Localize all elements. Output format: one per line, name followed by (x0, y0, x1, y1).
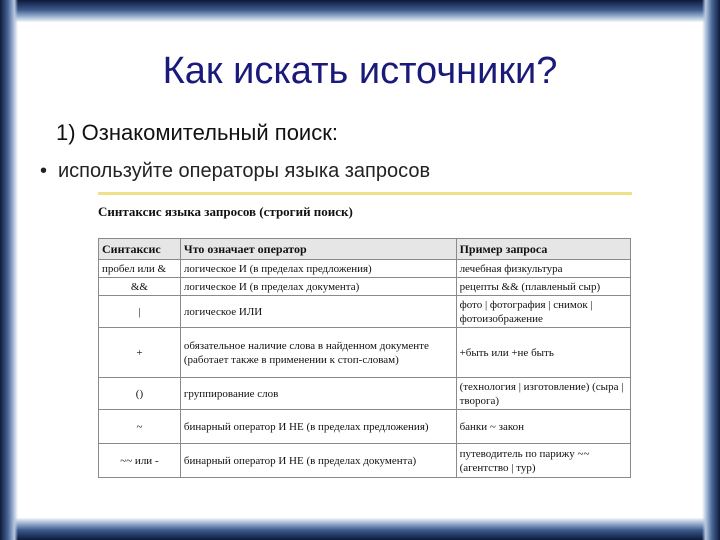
table-row (99, 296, 631, 328)
meaning-cell: группирование слов (180, 378, 456, 410)
table-row (99, 444, 631, 478)
slide-frame-bottom (0, 518, 720, 540)
example-cell: +быть или +не быть (456, 328, 630, 378)
table-row (99, 278, 631, 296)
column-header-meaning: Что означает оператор (180, 239, 456, 260)
bullet-icon: • (40, 160, 48, 182)
slide-title: Как искать источники? (162, 50, 558, 92)
meaning-cell: логическое ИЛИ (180, 296, 456, 328)
bullet-item (40, 160, 430, 183)
slide-subtitle: 1) Ознакомительный поиск: (56, 120, 338, 145)
syntax-cell: () (99, 378, 181, 410)
meaning-cell: бинарный оператор И НЕ (в пределах документа) (180, 444, 456, 478)
table-row (99, 410, 631, 444)
meaning-cell: бинарный оператор И НЕ (в пределах предложения) (180, 410, 456, 444)
syntax-cell: + (99, 328, 181, 378)
operators-table (98, 238, 631, 478)
meaning-cell: логическое И (в пределах предложения) (180, 260, 456, 278)
slide-frame-right (702, 0, 720, 540)
syntax-cell: ~ (99, 410, 181, 444)
example-cell: путеводитель по парижу ~~ (агентство | тур) (456, 444, 630, 478)
table-row (99, 328, 631, 378)
document-title: Синтаксис языка запросов (строгий поиск) (98, 204, 353, 219)
example-cell: лечебная физкультура (456, 260, 630, 278)
meaning-cell: обязательное наличие слова в найденном документе (работает также в применении к стоп-словам) (180, 328, 456, 378)
example-cell: (технология | изготовление) (сыра | творога) (456, 378, 630, 410)
example-cell: банки ~ закон (456, 410, 630, 444)
query-syntax-document (98, 192, 632, 514)
syntax-cell: ~~ или - (99, 444, 181, 478)
slide-frame-top (0, 0, 720, 22)
meaning-cell: логическое И (в пределах документа) (180, 278, 456, 296)
slide (18, 22, 702, 518)
syntax-cell: | (99, 296, 181, 328)
table-row (99, 260, 631, 278)
syntax-cell: пробел или & (99, 260, 181, 278)
example-cell: фото | фотография | снимок | фотоизображение (456, 296, 630, 328)
slide-frame-left (0, 0, 18, 540)
column-header-syntax: Синтаксис (99, 239, 181, 260)
bullet-text: используйте операторы языка запросов (58, 160, 431, 182)
table-row (99, 378, 631, 410)
example-cell: рецепты && (плавленый сыр) (456, 278, 630, 296)
syntax-cell: && (99, 278, 181, 296)
table-header-row (99, 239, 631, 260)
document-top-rule (98, 192, 632, 195)
column-header-example: Пример запроса (456, 239, 630, 260)
